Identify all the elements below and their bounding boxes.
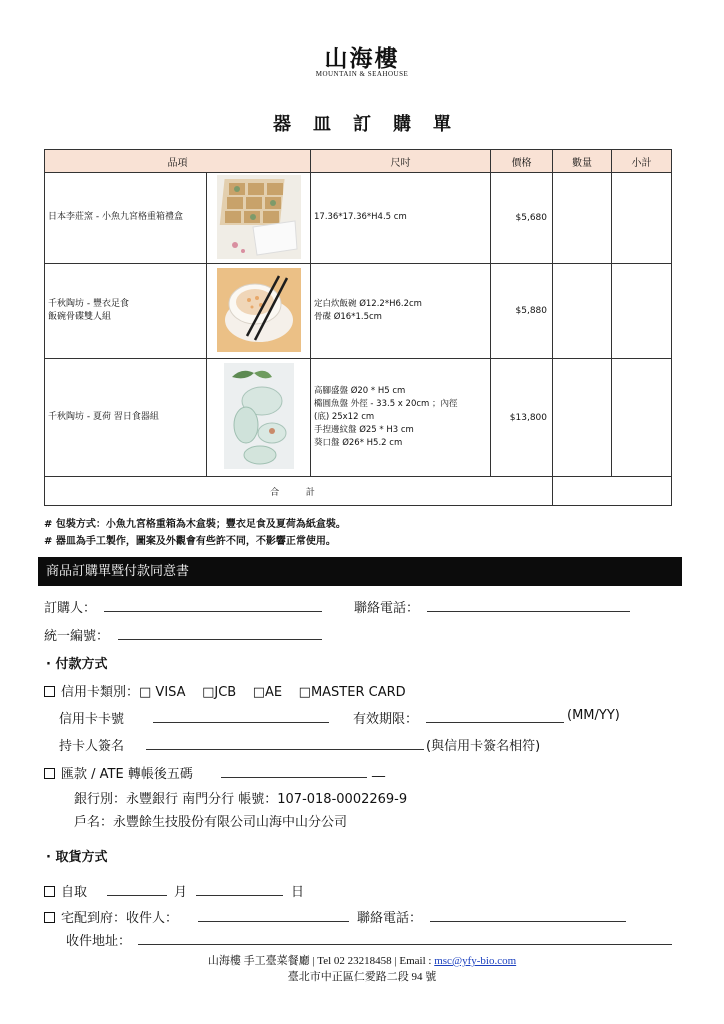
delivery-checkbox[interactable] (44, 912, 55, 923)
table-row (45, 264, 672, 359)
remit-checkbox[interactable] (44, 768, 55, 779)
item-size (311, 264, 491, 359)
expiry-field[interactable] (426, 722, 564, 723)
order-table (44, 149, 672, 506)
item-size (311, 173, 491, 264)
address-label: 收件地址： (66, 934, 132, 949)
footer-address: 臺北市中正區仁愛路二段 94 號 (287, 971, 437, 983)
item-size (311, 359, 491, 477)
size-line: 高腳盛盤 Ø20 * H5 cm (314, 385, 406, 396)
phone-field[interactable] (427, 611, 630, 612)
size-line: 橢圓魚盤 外徑 - 33.5 x 20cm ；內徑 (314, 398, 458, 409)
card-type-jcb[interactable]: □JCB (202, 685, 237, 700)
card-checkbox[interactable] (44, 686, 55, 697)
tax-id-field[interactable] (118, 639, 322, 640)
month-label: 月 (174, 885, 188, 900)
table-row (45, 173, 672, 264)
qty-cell[interactable] (553, 359, 612, 477)
item-price: $13,800 (491, 359, 553, 477)
self-pickup-checkbox[interactable] (44, 886, 55, 897)
subtotal-cell[interactable] (612, 173, 672, 264)
size-line: 葵口盤 Ø26* H5.2 cm (314, 438, 403, 449)
item-price: $5,880 (491, 264, 553, 359)
size-line: 手揑邊紋盤 Ø25 * H3 cm (314, 425, 414, 436)
table-header-row (45, 150, 672, 173)
pickup-month-field[interactable] (107, 895, 167, 896)
header-size: 尺吋 (311, 150, 491, 173)
pickup-day-field[interactable] (196, 895, 283, 896)
item-image-cell (207, 264, 311, 359)
total-row (45, 477, 672, 506)
total-label: 合 計 (45, 477, 553, 506)
payment-section-title: · 付款方式 (46, 657, 108, 672)
header-item: 品項 (45, 150, 311, 173)
footer-contact (0, 952, 724, 968)
remit-code-field[interactable] (221, 777, 367, 778)
orderer-label: 訂購人： (44, 601, 97, 616)
table-row (45, 359, 672, 477)
delivery-row (44, 907, 178, 926)
pickup-section-title: · 取貨方式 (46, 850, 108, 865)
lotus-dish-set-photo (224, 363, 294, 469)
self-pickup-label: 自取 (61, 885, 88, 900)
qty-cell[interactable] (553, 264, 612, 359)
item-price: $5,680 (491, 173, 553, 264)
nine-grid-box-photo (217, 175, 301, 259)
item-name: 千秋陶坊 - 豐衣足食 飯碗骨碟雙人組 (45, 264, 207, 359)
note-line: # 器皿為手工製作，圖案及外觀會有些許不同，不影響正常使用。 (44, 536, 336, 547)
delivery-label: 宅配到府：收件人： (61, 911, 179, 926)
orderer-field[interactable] (104, 611, 322, 612)
header-qty: 數量 (553, 150, 612, 173)
card-type-label: 信用卡類別： (61, 685, 140, 700)
notes (44, 516, 346, 550)
card-number-label: 信用卡卡號 (59, 712, 125, 727)
page-title: 器皿訂購單 (273, 114, 473, 135)
size-line: 骨碟 Ø16*1.5cm (314, 312, 382, 322)
delivery-phone-field[interactable] (430, 921, 626, 922)
size-line: 定白炊飯碗 Ø12.2*H6.2cm (314, 298, 422, 309)
qty-cell[interactable] (553, 173, 612, 264)
phone-label: 聯絡電話： (354, 601, 420, 616)
card-type-row (44, 681, 406, 700)
logo-subtitle: MOUNTAIN & SEAHOUSE (315, 70, 409, 78)
expiry-label: 有效期限： (353, 712, 419, 727)
card-number-field[interactable] (153, 722, 329, 723)
self-pickup-row (44, 881, 87, 900)
header-subtotal: 小計 (612, 150, 672, 173)
card-type-ae[interactable]: □AE (252, 685, 283, 700)
note-line: # 包裝方式：小魚九宮格重箱為木盒裝；豐衣足食及夏荷為紙盒裝。 (44, 519, 346, 530)
logo-title: 山海樓 (324, 45, 400, 72)
signature-label: 持卡人簽名 (59, 739, 125, 754)
subtotal-cell[interactable] (612, 264, 672, 359)
signature-note: (與信用卡簽名相符) (426, 739, 541, 754)
item-name: 千秋陶坊 - 夏荷 習日食器組 (45, 359, 207, 477)
header-price: 價格 (491, 150, 553, 173)
rice-bowl-photo (217, 268, 301, 352)
remit-tail: __ (372, 763, 385, 778)
signature-field[interactable] (146, 749, 424, 750)
day-label: 日 (291, 885, 305, 900)
item-name: 日本李莊窯 - 小魚九宮格重箱禮盒 (45, 173, 207, 264)
account-name: 戶名：永豐餘生技股份有限公司山海中山分公司 (74, 815, 348, 830)
card-type-master[interactable]: □MASTER CARD (298, 685, 406, 700)
card-type-visa[interactable]: □ VISA (139, 685, 186, 700)
item-image-cell (207, 173, 311, 264)
remit-label: 匯款 / ATE 轉帳後五碼 (61, 767, 193, 782)
total-value-cell[interactable] (553, 477, 672, 506)
expiry-format: (MM/YY) (567, 708, 620, 723)
footer-email-link[interactable]: msc@yfy-bio.com (434, 955, 517, 967)
footer-contact-text: 山海樓 手工臺菜餐廳 | Tel 02 23218458 | Email : (207, 955, 435, 967)
delivery-phone-label: 聯絡電話： (357, 911, 423, 926)
bank-info: 銀行別：永豐銀行 南門分行 帳號：107-018-0002269-9 (74, 792, 408, 807)
item-image-cell (207, 359, 311, 477)
size-line: 17.36*17.36*H4.5 cm (314, 212, 407, 223)
recipient-field[interactable] (198, 921, 349, 922)
subtotal-cell[interactable] (612, 359, 672, 477)
section-title-bar: 商品訂購單暨付款同意書 (38, 557, 682, 586)
remit-row (44, 763, 193, 782)
size-line: (底) 25x12 cm (314, 411, 375, 422)
tax-id-label: 統一編號： (44, 629, 110, 644)
address-field[interactable] (138, 944, 672, 945)
